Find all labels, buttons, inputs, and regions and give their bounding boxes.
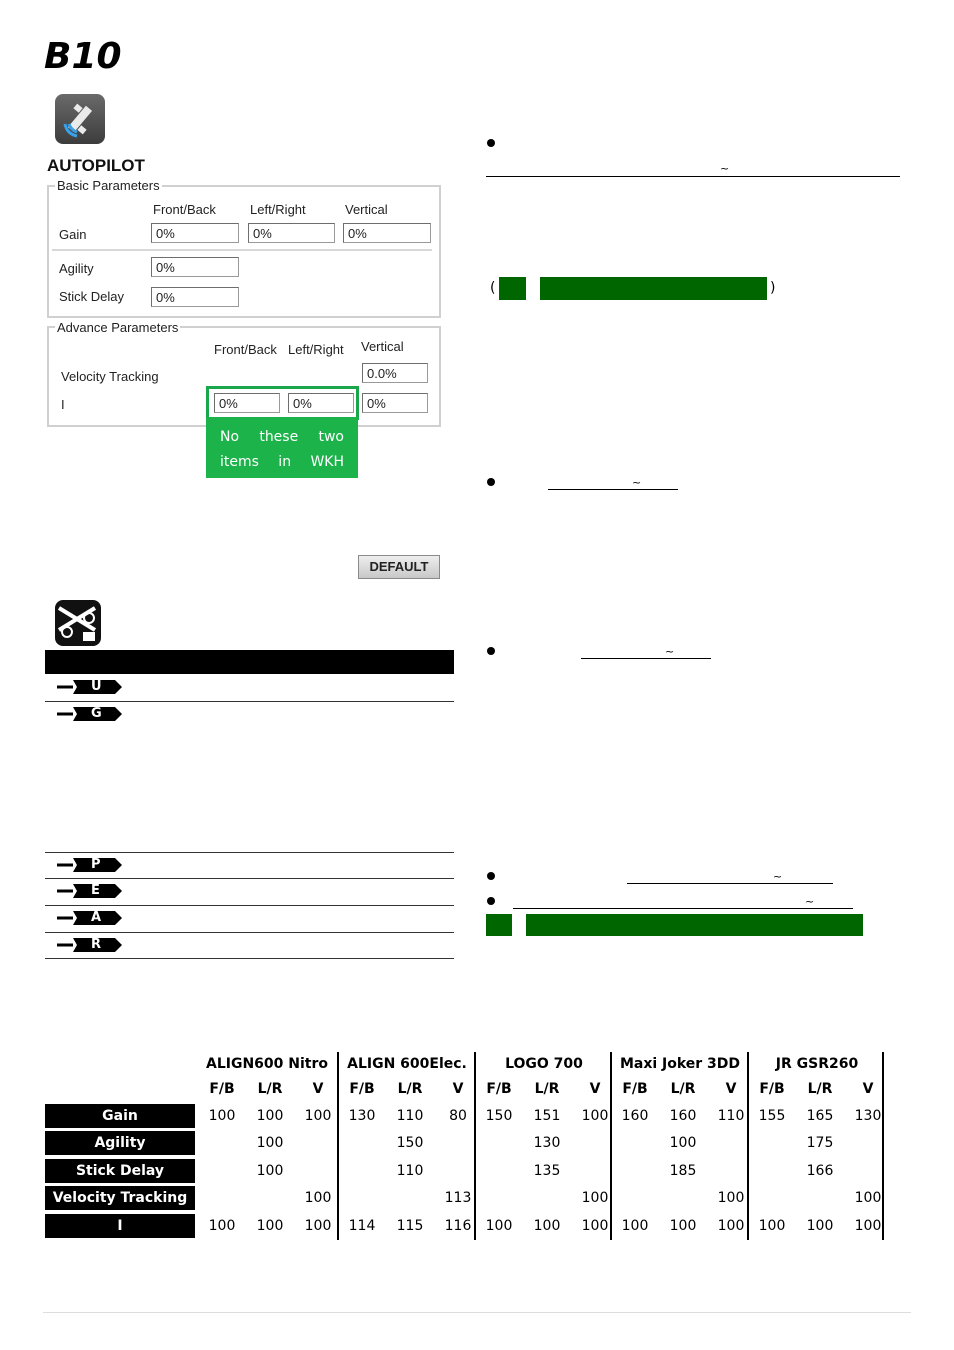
gain-front-back-input[interactable]: 0% [151,223,239,243]
wkh-lite-note-text: No these two items in WKH Lite [220,429,344,495]
table-cell: 115 [396,1218,424,1234]
table-cell: 100 [806,1218,834,1234]
gain-left-right-input[interactable]: 0% [248,223,335,243]
table-cell [476,1159,522,1183]
tag-g [57,706,123,722]
table-sub-header: F/B [486,1081,512,1097]
table-cell: 80 [449,1108,467,1124]
bullet [487,897,495,905]
basic-col-left-right: Left/Right [250,202,306,217]
row-divider [45,878,454,879]
underline [486,176,900,177]
table-cell: 130 [348,1108,376,1124]
table-sub-header: L/R [397,1081,423,1097]
table-cell: 114 [348,1218,376,1234]
advance-col-vertical: Vertical [361,339,404,354]
table-cell [845,1131,891,1155]
table-cell: 100 [669,1135,697,1151]
wkh-lite-note [206,417,358,495]
table-sub-header: F/B [209,1081,235,1097]
tag-e-label: E [91,883,100,898]
page-title: B10 [44,36,122,77]
table-cell: 166 [806,1163,834,1179]
table-cell: 110 [396,1108,424,1124]
row-divider [45,932,454,933]
velocity-tracking-label: Velocity Tracking [61,369,159,384]
bullet [487,478,495,486]
table-cell [387,1186,433,1210]
table-cell: 100 [581,1190,609,1206]
tag-a [57,910,123,926]
tag-g-label: G [91,706,102,721]
table-cell [476,1131,522,1155]
stick-delay-label: Stick Delay [59,289,125,304]
table-sub-header: V [862,1081,874,1097]
table-cell: 130 [854,1108,882,1124]
table-cell [295,1159,341,1183]
green-block [499,277,526,300]
tag-p-label: P [91,857,101,872]
table-group-header: Maxi Joker 3DD [619,1056,741,1072]
table-cell: 110 [717,1108,745,1124]
table-cell [295,1131,341,1155]
advance-parameters-legend: Advance Parameters [57,320,179,335]
table-cell [845,1159,891,1183]
table-cell [749,1186,795,1210]
table-cell: 100 [256,1108,284,1124]
underline [548,489,678,490]
table-cell: 110 [396,1163,424,1179]
table-cell: 113 [444,1190,472,1206]
table-cell: 165 [806,1108,834,1124]
row-divider [45,905,454,906]
agility-label: Agility [59,261,94,276]
table-sub-header: V [725,1081,737,1097]
table-cell: 116 [444,1218,472,1234]
table-cell: 100 [304,1218,332,1234]
table-cell: 100 [208,1218,236,1234]
table-cell [435,1159,481,1183]
bullet [487,647,495,655]
tilde-mark: ~ [665,645,675,658]
table-cell: 160 [669,1108,697,1124]
tag-e [57,883,123,899]
table-group-header: ALIGN600 Nitro [205,1056,328,1072]
row-divider [45,958,454,959]
table-cell [247,1186,293,1210]
table-group-header: JR GSR260 [775,1056,859,1072]
open-paren: ( [490,280,496,296]
table-cell [199,1131,245,1155]
underline [581,658,711,659]
row-divider [45,852,454,853]
table-cell: 100 [256,1218,284,1234]
table-cell: 100 [256,1163,284,1179]
table-cell: 100 [717,1190,745,1206]
table-cell: 135 [533,1163,561,1179]
tag-u [57,679,123,695]
table-cell [199,1159,245,1183]
basic-col-front-back: Front/Back [153,202,216,217]
advance-col-front-back: Front/Back [214,342,277,357]
table-cell: 175 [806,1135,834,1151]
table-row-label: Gain [45,1104,195,1128]
underline [513,908,853,909]
table-row-label: Velocity Tracking [45,1186,195,1210]
table-cell: 100 [854,1218,882,1234]
table-cell: 100 [485,1218,513,1234]
table-cell: 151 [533,1108,561,1124]
table-cell [339,1186,385,1210]
table-sub-header: F/B [349,1081,375,1097]
table-cell [749,1131,795,1155]
table-cell [339,1159,385,1183]
tilde-mark: ~ [720,162,730,175]
close-paren: ) [770,280,776,296]
tilde-mark: ~ [773,870,783,883]
table-cell: 130 [533,1135,561,1151]
green-block [486,914,512,936]
table-cell [797,1186,843,1210]
table-cell [199,1186,245,1210]
row-divider [45,701,454,702]
default-button[interactable]: DEFAULT [358,555,440,579]
table-group-header: LOGO 700 [505,1056,583,1072]
table-cell [612,1131,658,1155]
tag-r [57,937,123,953]
tilde-mark: ~ [632,476,642,489]
table-sub-header: F/B [622,1081,648,1097]
bullet [487,872,495,880]
basic-parameters-legend: Basic Parameters [57,178,160,193]
i-label: I [61,397,65,412]
table-group-header: ALIGN 600Elec. [347,1056,467,1072]
table-row-label: Agility [45,1131,195,1155]
bullet [487,139,495,147]
table-cell: 100 [581,1108,609,1124]
table-cell: 100 [621,1218,649,1234]
table-cell [339,1131,385,1155]
gain-vertical-input[interactable]: 0% [343,223,431,243]
table-cell: 150 [485,1108,513,1124]
stick-delay-input[interactable]: 0% [151,287,239,307]
table-cell: 100 [208,1108,236,1124]
table-cell: 160 [621,1108,649,1124]
autopilot-title: AUTOPILOT [47,156,145,175]
satellite-icon [55,94,105,144]
green-block [526,914,863,936]
footer-rule [43,1312,911,1313]
table-row-label: Stick Delay [45,1159,195,1183]
basic-col-vertical: Vertical [345,202,388,217]
table-sub-header: F/B [759,1081,785,1097]
table-cell [476,1186,522,1210]
table-cell: 150 [396,1135,424,1151]
table-cell: 100 [304,1190,332,1206]
i-left-right-input[interactable]: 0% [288,393,354,413]
table-cell: 100 [717,1218,745,1234]
table-cell [708,1131,754,1155]
basic-separator [52,249,432,251]
table-cell [524,1186,570,1210]
gain-label: Gain [59,227,87,242]
velocity-tracking-input[interactable]: 0.0% [362,363,428,383]
table-sub-header: V [589,1081,601,1097]
table-cell: 100 [256,1135,284,1151]
table-sub-header: V [312,1081,324,1097]
agility-input[interactable]: 0% [151,257,239,277]
table-cell: 100 [581,1218,609,1234]
table-sub-header: L/R [534,1081,560,1097]
table-sub-header: V [452,1081,464,1097]
i-front-back-input[interactable]: 0% [214,393,280,413]
table-cell: 100 [758,1218,786,1234]
table-cell: 100 [854,1190,882,1206]
table-cell [660,1186,706,1210]
tag-u-label: U [91,679,102,694]
table-cell [612,1159,658,1183]
underline [627,883,833,884]
table-cell: 155 [758,1108,786,1124]
table-sub-header: L/R [807,1081,833,1097]
table-sub-header: L/R [257,1081,283,1097]
table-cell [708,1159,754,1183]
table-cell: 100 [304,1108,332,1124]
tag-r-label: R [91,937,102,952]
transmitter-icon [55,600,101,646]
table-cell: 100 [533,1218,561,1234]
tilde-mark: ~ [805,895,815,908]
table-cell: 100 [669,1218,697,1234]
i-vertical-input[interactable]: 0% [362,393,428,413]
table-cell [612,1186,658,1210]
table-cell [749,1159,795,1183]
table-cell: 185 [669,1163,697,1179]
advance-col-left-right: Left/Right [288,342,344,357]
green-block [540,277,767,300]
header-bar [45,650,454,674]
table-sub-header: L/R [670,1081,696,1097]
tag-p [57,857,123,873]
tag-a-label: A [91,910,102,925]
table-cell [435,1131,481,1155]
table-row-label: I [45,1214,195,1238]
